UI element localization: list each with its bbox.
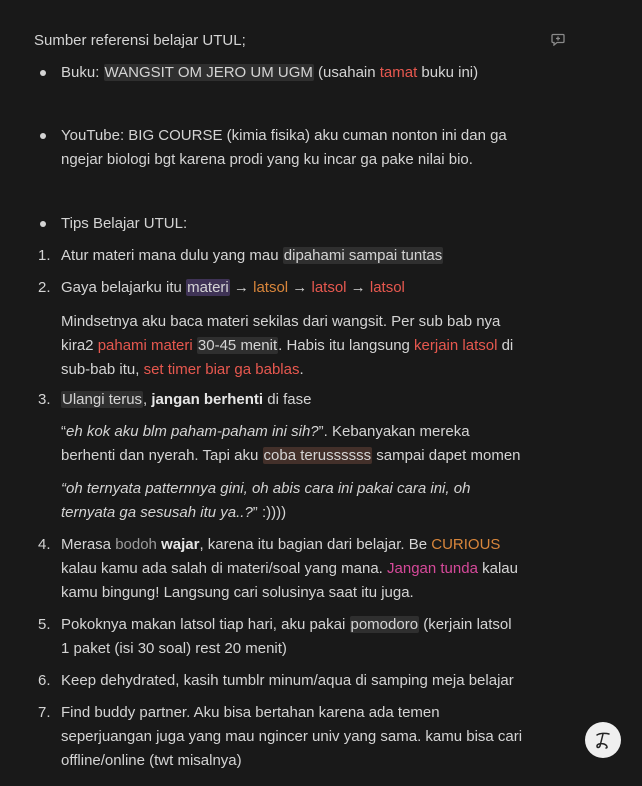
italic-quote: “oh ternyata patternnya gini, oh abis cara ini pakai cara ini, oh — [61, 480, 471, 497]
paragraph-line: offline/online (twt misalnya) — [61, 752, 242, 769]
list-item-2 — [61, 276, 561, 300]
paragraph-line: seperjuangan juga yang mau ngincer univ yang sama. kamu bisa cari — [61, 728, 523, 745]
span: sampai dapet momen — [372, 447, 521, 464]
span: di fase — [263, 391, 312, 408]
italic-quote: ternyata ga sesusah itu ya..? — [61, 504, 253, 521]
book-title-highlight: WANGSIT OM JERO UM UGM — [104, 64, 313, 81]
quote: “ — [61, 423, 66, 440]
duration-highlight: 30-45 menit — [197, 337, 278, 354]
pahami-materi-text: pahami materi — [97, 337, 193, 354]
set-timer-text: set timer biar ga bablas — [143, 361, 300, 378]
span: (kerjain latsol — [419, 616, 512, 633]
list-number: 4. — [38, 536, 51, 553]
paragraph-line — [61, 358, 561, 382]
span: kalau — [477, 560, 518, 577]
latsol-3: latsol — [369, 279, 405, 296]
span: , — [143, 391, 152, 408]
span: berhenti dan nyerah. Tapi aku — [61, 447, 263, 464]
paragraph-line — [61, 334, 561, 358]
buku-prefix: Buku: — [61, 64, 104, 81]
span: Pokoknya makan latsol tiap hari, aku pakai — [61, 616, 350, 633]
span: kalau kamu ada salah di materi/soal yang mana. — [61, 560, 388, 577]
bullet-dot — [40, 70, 46, 76]
arrow: → — [288, 279, 312, 296]
paragraph-line — [61, 613, 561, 637]
list-item-5 — [61, 613, 561, 661]
list-item-4 — [61, 533, 561, 605]
span: . — [299, 361, 304, 378]
tamat-text: tamat — [379, 64, 418, 81]
heading: Sumber referensi belajar UTUL; — [34, 32, 246, 49]
materi-highlight: materi — [187, 279, 229, 296]
bullet-dot — [40, 221, 46, 227]
list-number: 3. — [38, 391, 51, 408]
paragraph-line — [61, 420, 561, 444]
coba-terus-highlight: coba terussssss — [263, 447, 372, 464]
ulangi-highlight: Ulangi terus — [62, 391, 143, 408]
item2-text: Gaya belajarku itu — [61, 279, 187, 296]
item3-paragraph-2 — [61, 477, 561, 525]
jangan-berhenti-bold: jangan berhenti — [151, 391, 264, 408]
bullet-tips: Tips Belajar UTUL: — [61, 215, 188, 232]
item1-text: Atur materi mana dulu yang mau — [61, 247, 283, 264]
item2-paragraph — [61, 310, 561, 382]
list-number: 5. — [38, 616, 51, 633]
paragraph-line — [61, 477, 561, 501]
paragraph-line: Find buddy partner. Aku bisa bertahan karena ada temen — [61, 704, 440, 721]
bullet-buku — [61, 61, 561, 85]
list-item-3 — [61, 388, 561, 412]
paragraph-line: 1 paket (isi 30 soal) rest 20 menit) — [61, 640, 287, 657]
item3-paragraph-1 — [61, 420, 561, 468]
paragraph-line — [61, 533, 561, 557]
bullet-dot — [40, 133, 46, 139]
paragraph-line — [61, 444, 561, 468]
latsol-2: latsol — [311, 279, 347, 296]
paragraph-line — [61, 557, 561, 581]
italic-quote: eh kok aku blm paham-paham ini sih? — [66, 423, 319, 440]
pomodoro-highlight: pomodoro — [350, 616, 419, 633]
list-number: 1. — [38, 247, 51, 264]
span: di — [497, 337, 514, 354]
paragraph-line: kamu bingung! Langsung cari solusinya saat itu juga. — [61, 584, 414, 601]
bodoh-text: bodoh — [115, 536, 157, 553]
list-number: 6. — [38, 672, 51, 689]
arrow: → — [346, 279, 370, 296]
list-item-7 — [61, 701, 561, 773]
span: . Habis itu langsung — [278, 337, 415, 354]
list-item-6: Keep dehydrated, kasih tumblr minum/aqua di samping meja belajar — [61, 672, 514, 689]
youtube-line-1: YouTube: BIG COURSE (kimia fisika) aku cuman nonton ini dan ga — [61, 127, 507, 144]
buku-suffix: buku ini) — [417, 64, 479, 81]
span: Merasa — [61, 536, 116, 553]
youtube-line-2: ngejar biologi bgt karena prodi yang ku incar ga pake nilai bio. — [61, 151, 473, 168]
paragraph-line: Mindsetnya aku baca materi sekilas dari wangsit. Per sub bab nya — [61, 313, 501, 330]
wajar-bold: wajar — [161, 536, 200, 553]
jangan-tunda-text: Jangan tunda — [387, 560, 478, 577]
curious-text: CURIOUS — [431, 536, 501, 553]
ai-assistant-button[interactable] — [585, 722, 621, 758]
span: , karena itu bagian dari belajar. Be — [199, 536, 432, 553]
span: kira2 — [61, 337, 98, 354]
list-number: 2. — [38, 279, 51, 296]
span: sub-bab itu, — [61, 361, 144, 378]
list-item-1 — [61, 244, 561, 268]
notion-ai-icon — [592, 729, 614, 751]
paragraph-line — [61, 501, 561, 525]
arrow: → — [229, 279, 254, 296]
span: ” :)))) — [252, 504, 287, 521]
item1-highlight: dipahami sampai tuntas — [283, 247, 443, 264]
buku-mid: (usahain — [313, 64, 380, 81]
latsol-1: latsol — [253, 279, 289, 296]
list-number: 7. — [38, 704, 51, 721]
kerjain-latsol-text: kerjain latsol — [414, 337, 498, 354]
comment-add-icon[interactable] — [551, 33, 565, 46]
span: ”. Kebanyakan mereka — [318, 423, 470, 440]
bullet-youtube — [61, 124, 561, 172]
